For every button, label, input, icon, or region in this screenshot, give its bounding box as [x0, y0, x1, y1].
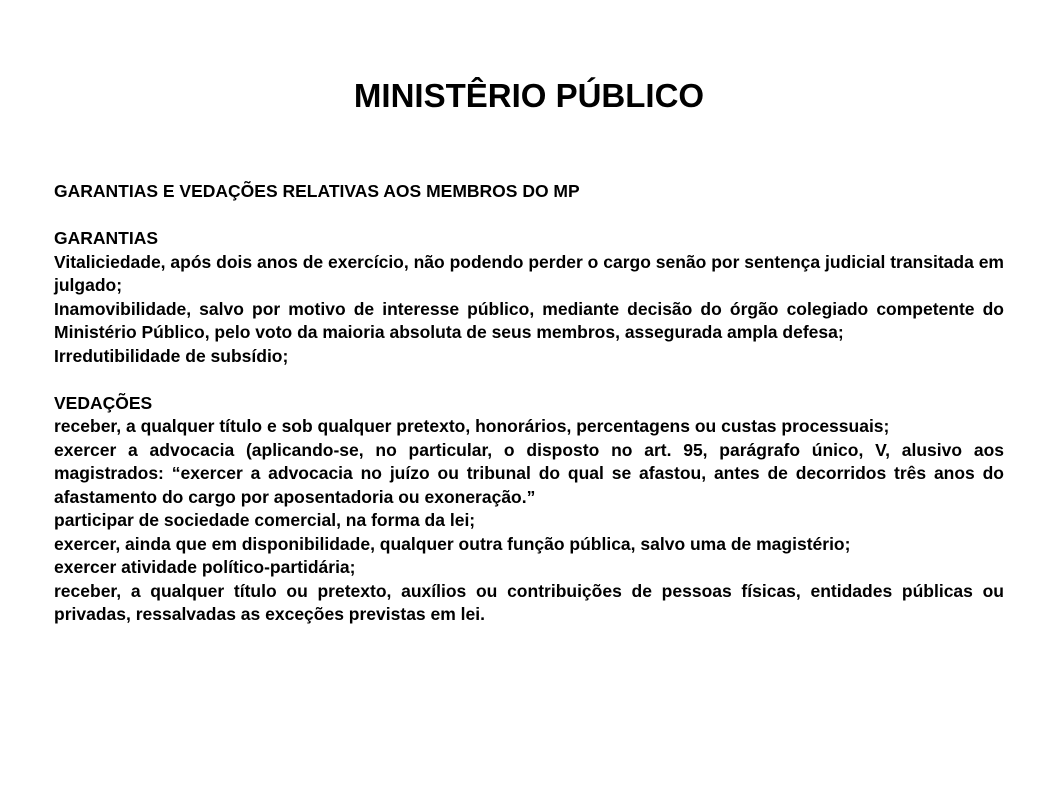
vedacao-item: participar de sociedade comercial, na forma da lei;	[54, 510, 476, 530]
vedacao-item: exercer atividade político-partidária;	[54, 557, 356, 577]
garantia-item: Vitaliciedade, após dois anos de exercício, não podendo perder o cargo senão por sentença judicial transitada em julgado;	[54, 251, 1004, 295]
content-body	[54, 180, 1004, 627]
garantias-heading: GARANTIAS	[54, 228, 159, 248]
vedacoes-heading: VEDAÇÕES	[54, 392, 153, 413]
garantia-item: Inamovibilidade, salvo por motivo de interesse público, mediante decisão do órgão colegiado competente do Ministério Público, pelo voto da maioria absoluta de seus membros, assegurada ampla defesa;	[54, 298, 1004, 342]
vedacao-item: receber, a qualquer título ou pretexto, auxílios ou contribuições de pessoas físicas, entidades públicas ou privadas, ressalvadas as exceções previstas em lei.	[54, 580, 1004, 624]
vedacao-item: receber, a qualquer título e sob qualquer pretexto, honorários, percentagens ou custas processuais;	[54, 416, 890, 436]
section-subtitle: GARANTIAS E VEDAÇÕES RELATIVAS AOS MEMBROS DO MP	[54, 181, 580, 201]
spacer	[54, 368, 1004, 392]
vedacao-item: exercer a advocacia (aplicando-se, no particular, o disposto no art. 95, parágrafo único, V, alusivo aos magistrados: “exercer a advocacia no juízo ou tribunal do qual se afastou, antes de decorridos três anos do afastamento do cargo por aposentadoria ou exoneração.”	[54, 439, 1004, 507]
page-title: MINISTÊRIO PÚBLICO	[353, 77, 705, 114]
vedacao-item: exercer, ainda que em disponibilidade, qualquer outra função pública, salvo uma de magistério;	[54, 533, 851, 554]
spacer	[54, 204, 1004, 228]
garantia-item: Irredutibilidade de subsídio;	[54, 345, 289, 366]
